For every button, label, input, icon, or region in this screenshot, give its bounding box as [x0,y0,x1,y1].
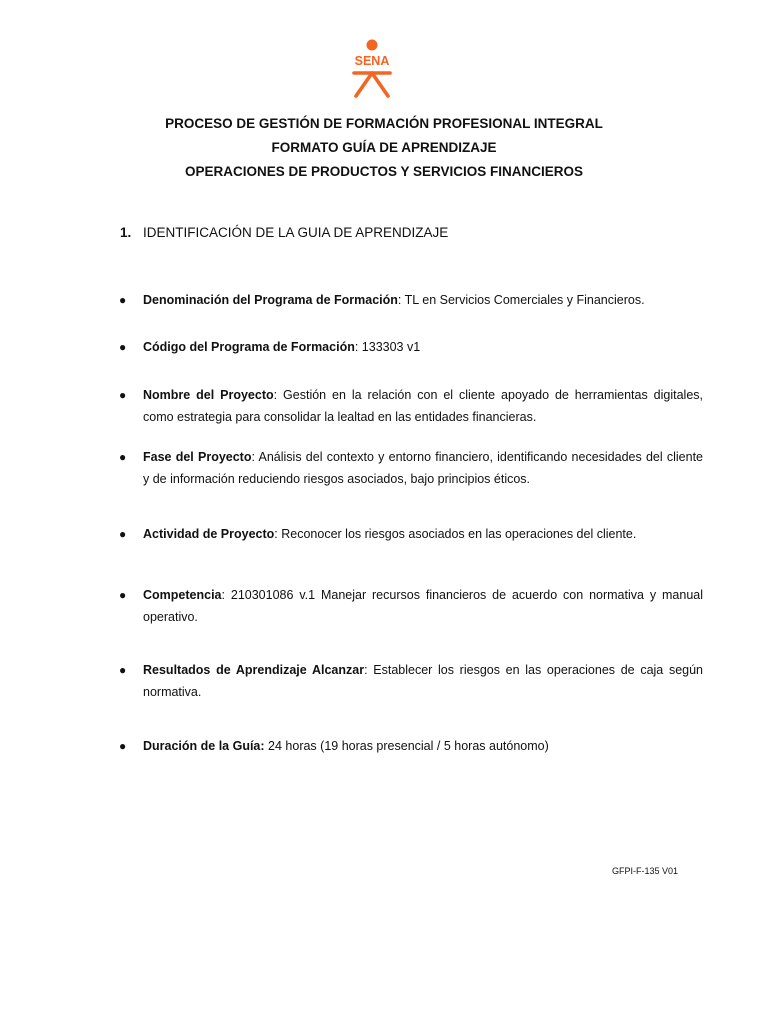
info-item [119,384,703,428]
item-label: Actividad de Proyecto [143,527,275,541]
svg-text:SENA: SENA [354,54,390,68]
item-value: 210301086 v.1 Manejar recursos financieros de acuerdo con normativa y manual operativo. [143,588,703,624]
process-title: PROCESO DE GESTIÓN DE FORMACIÓN PROFESIONAL INTEGRAL [165,116,603,131]
item-label: Competencia [143,588,222,602]
item-separator: : [251,450,255,464]
item-value: TL en Servicios Comerciales y Financieros. [401,293,645,307]
item-label: Código del Programa de Formación [143,340,355,354]
bullet-icon: ● [119,293,127,307]
bullet-icon: ● [119,739,127,753]
item-separator: : [397,293,402,307]
item-label: Duración de la Guía: [143,739,265,753]
item-label: Fase del Proyecto [143,450,252,464]
bullet-icon: ● [119,340,127,354]
item-value: Análisis del contexto y entorno financiero, identificando necesidades del cliente y de información reduciendo riesgos asociados, bajo principios éticos. [143,450,703,486]
item-separator: : [274,527,278,541]
form-code: GFPI-F-135 V01 [612,866,679,876]
section-number: 1. [120,225,132,240]
item-separator: : [273,388,278,402]
program-title: OPERACIONES DE PRODUCTOS Y SERVICIOS FINANCIEROS [184,164,584,179]
format-title: FORMATO GUÍA DE APRENDIZAJE [271,140,497,155]
info-item [119,659,703,703]
info-item [119,735,703,757]
sena-logo [344,38,400,100]
info-item [119,336,703,358]
item-separator: : [221,588,225,602]
info-item [119,289,703,311]
info-item [119,523,703,545]
item-value: Gestión en la relación con el cliente apoyado de herramientas digitales, como estrategia para consolidar la lealtad en las entidades financieras. [143,388,703,424]
info-item [119,584,703,628]
item-value: 133303 v1 [358,340,421,354]
bullet-icon: ● [119,388,127,402]
item-value: Establecer los riesgos en las operaciones de caja según normativa. [143,663,703,699]
item-label: Resultados de Aprendizaje Alcanzar [143,663,365,677]
item-value: Reconocer los riesgos asociados en las operaciones del cliente. [277,527,637,541]
section-heading [120,225,448,240]
item-label: Denominación del Programa de Formación [143,293,398,307]
item-value: 24 horas (19 horas presencial / 5 horas autónomo) [264,739,549,753]
bullet-icon: ● [119,527,127,541]
item-label: Nombre del Proyecto [143,388,274,402]
bullet-icon: ● [119,663,127,677]
section-title: IDENTIFICACIÓN DE LA GUIA DE APRENDIZAJE [143,225,449,240]
info-item [119,446,703,490]
item-separator: : [354,340,359,354]
item-separator: : [364,663,368,677]
bullet-icon: ● [119,588,127,602]
bullet-icon: ● [119,450,127,464]
